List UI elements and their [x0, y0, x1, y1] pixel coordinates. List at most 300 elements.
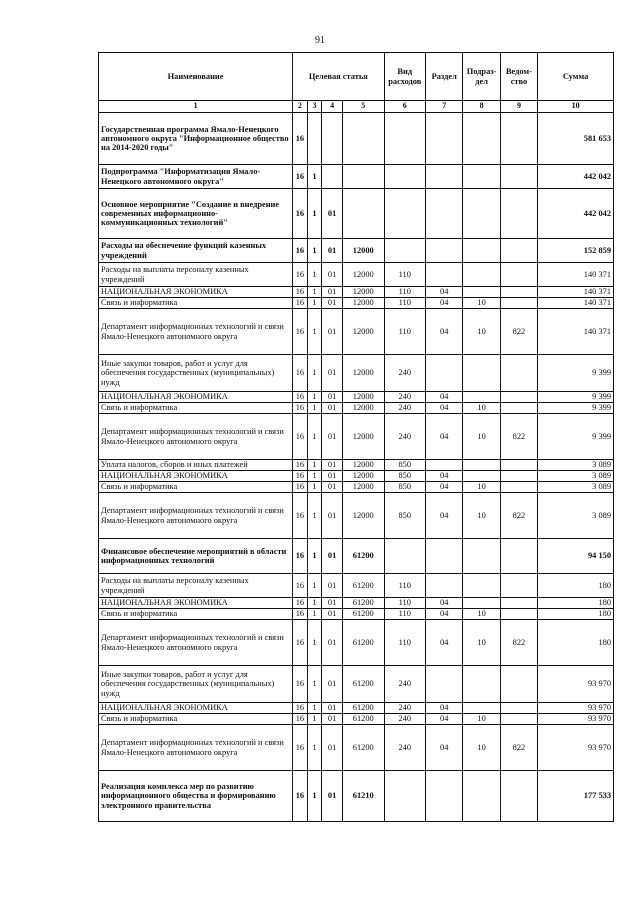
cell-program: 16: [293, 414, 308, 460]
cell-subsection: 10: [463, 493, 500, 539]
cell-expense-type: 110: [384, 263, 426, 287]
table-body: [99, 113, 614, 822]
table-row: [99, 539, 614, 574]
cell-section: 04: [426, 598, 463, 609]
cell-section: [426, 574, 463, 598]
cell-direction: 61200: [342, 574, 384, 598]
cell-amount: 581 653: [538, 113, 614, 165]
cell-amount: 3 089: [538, 482, 614, 493]
cell-section: 04: [426, 725, 463, 771]
row-name: Департамент информационных технологий и связи Ямало-Ненецкого автономного округа: [99, 414, 293, 460]
row-name: Реализация комплекса мер по развитию информационного общества и формированию электронного правительства: [99, 771, 293, 822]
cell-amount: 180: [538, 620, 614, 666]
cell-direction: 12000: [342, 287, 384, 298]
cell-subsection: [463, 263, 500, 287]
table-row: [99, 703, 614, 714]
cell-direction: 61210: [342, 771, 384, 822]
cell-department: [500, 189, 537, 239]
cell-main-activity: 01: [322, 620, 343, 666]
cell-subsection: 10: [463, 403, 500, 414]
cell-amount: 3 089: [538, 493, 614, 539]
row-name: НАЦИОНАЛЬНАЯ ЭКОНОМИКА: [99, 703, 293, 714]
row-name: Расходы на выплаты персоналу казенных учреждений: [99, 574, 293, 598]
cell-amount: 9 399: [538, 392, 614, 403]
cell-subprogram: 1: [307, 493, 322, 539]
cell-main-activity: 01: [322, 725, 343, 771]
cell-subprogram: [307, 113, 322, 165]
header-target-article: Целевая статья: [293, 53, 384, 101]
cell-subprogram: 1: [307, 460, 322, 471]
cell-amount: 152 859: [538, 239, 614, 263]
cell-subprogram: 1: [307, 263, 322, 287]
table-row: [99, 392, 614, 403]
row-name: Департамент информационных технологий и связи Ямало-Ненецкого автономного округа: [99, 493, 293, 539]
cell-subprogram: 1: [307, 703, 322, 714]
cell-department: [500, 165, 537, 189]
cell-expense-type: 240: [384, 714, 426, 725]
cell-section: 04: [426, 703, 463, 714]
cell-expense-type: [384, 539, 426, 574]
table-row: [99, 189, 614, 239]
cell-section: 04: [426, 392, 463, 403]
cell-subsection: [463, 771, 500, 822]
cell-expense-type: [384, 239, 426, 263]
column-number: 9: [500, 101, 537, 113]
cell-direction: 61200: [342, 620, 384, 666]
cell-department: 822: [500, 414, 537, 460]
cell-subprogram: 1: [307, 239, 322, 263]
column-number: 1: [99, 101, 293, 113]
cell-subsection: 10: [463, 714, 500, 725]
cell-expense-type: 850: [384, 482, 426, 493]
cell-main-activity: [322, 113, 343, 165]
cell-main-activity: 01: [322, 771, 343, 822]
column-number: 8: [463, 101, 500, 113]
cell-amount: 3 089: [538, 471, 614, 482]
cell-department: 822: [500, 309, 537, 355]
table-header-row: [99, 53, 614, 101]
cell-expense-type: 240: [384, 355, 426, 392]
cell-department: [500, 771, 537, 822]
row-name: Финансовое обеспечение мероприятий в области информационных технологий: [99, 539, 293, 574]
cell-main-activity: 01: [322, 471, 343, 482]
cell-expense-type: 240: [384, 403, 426, 414]
cell-expense-type: 110: [384, 298, 426, 309]
cell-direction: 12000: [342, 309, 384, 355]
cell-department: 822: [500, 620, 537, 666]
cell-department: [500, 714, 537, 725]
cell-program: 16: [293, 609, 308, 620]
cell-main-activity: 01: [322, 666, 343, 703]
column-number: 4: [322, 101, 343, 113]
cell-direction: 61200: [342, 666, 384, 703]
cell-section: [426, 113, 463, 165]
header-expense-type: Вид расходов: [384, 53, 426, 101]
cell-department: [500, 471, 537, 482]
cell-main-activity: 01: [322, 263, 343, 287]
cell-department: [500, 460, 537, 471]
cell-direction: 12000: [342, 298, 384, 309]
cell-program: 16: [293, 714, 308, 725]
header-section: Раздел: [426, 53, 463, 101]
cell-subsection: 10: [463, 309, 500, 355]
cell-program: 16: [293, 703, 308, 714]
cell-program: 16: [293, 666, 308, 703]
cell-expense-type: 110: [384, 609, 426, 620]
table-row: [99, 287, 614, 298]
cell-direction: 61200: [342, 725, 384, 771]
cell-subsection: [463, 287, 500, 298]
cell-department: [500, 355, 537, 392]
cell-subprogram: 1: [307, 287, 322, 298]
cell-amount: 93 970: [538, 666, 614, 703]
cell-section: 04: [426, 609, 463, 620]
row-name: Расходы на обеспечение функций казенных учреждений: [99, 239, 293, 263]
cell-program: 16: [293, 287, 308, 298]
cell-program: 16: [293, 725, 308, 771]
cell-expense-type: 850: [384, 471, 426, 482]
cell-section: 04: [426, 714, 463, 725]
cell-section: 04: [426, 493, 463, 539]
cell-section: 04: [426, 287, 463, 298]
cell-subprogram: 1: [307, 471, 322, 482]
page-number: 91: [315, 35, 325, 46]
cell-department: [500, 539, 537, 574]
cell-direction: 12000: [342, 482, 384, 493]
row-name: Подпрограмма "Информатизация Ямало-Ненецкого автономного округа": [99, 165, 293, 189]
cell-program: 16: [293, 355, 308, 392]
cell-subsection: 10: [463, 482, 500, 493]
table-row: [99, 714, 614, 725]
cell-section: 04: [426, 414, 463, 460]
table-row: [99, 609, 614, 620]
table-row: [99, 239, 614, 263]
row-name: Департамент информационных технологий и связи Ямало-Ненецкого автономного округа: [99, 725, 293, 771]
cell-subprogram: 1: [307, 189, 322, 239]
row-name: Иные закупки товаров, работ и услуг для обеспечения государственных (муниципальных) нужд: [99, 666, 293, 703]
cell-program: 16: [293, 239, 308, 263]
cell-department: [500, 609, 537, 620]
row-name: Иные закупки товаров, работ и услуг для обеспечения государственных (муниципальных) нужд: [99, 355, 293, 392]
table-row: [99, 113, 614, 165]
cell-direction: 12000: [342, 471, 384, 482]
cell-expense-type: [384, 113, 426, 165]
cell-expense-type: 110: [384, 574, 426, 598]
cell-expense-type: 850: [384, 460, 426, 471]
cell-section: 04: [426, 471, 463, 482]
cell-program: 16: [293, 165, 308, 189]
cell-amount: 442 042: [538, 189, 614, 239]
table-row: [99, 298, 614, 309]
cell-direction: 12000: [342, 239, 384, 263]
cell-amount: 177 533: [538, 771, 614, 822]
cell-subsection: [463, 355, 500, 392]
table-row: [99, 460, 614, 471]
cell-section: [426, 355, 463, 392]
cell-subsection: [463, 539, 500, 574]
row-name: Департамент информационных технологий и связи Ямало-Ненецкого автономного округа: [99, 309, 293, 355]
row-name: НАЦИОНАЛЬНАЯ ЭКОНОМИКА: [99, 392, 293, 403]
cell-section: [426, 666, 463, 703]
row-name: Связь и информатика: [99, 482, 293, 493]
cell-subsection: [463, 666, 500, 703]
header-name: Наименование: [99, 53, 293, 101]
table-row: [99, 725, 614, 771]
cell-subprogram: 1: [307, 539, 322, 574]
header-department: Ведом-ство: [500, 53, 537, 101]
row-name: НАЦИОНАЛЬНАЯ ЭКОНОМИКА: [99, 471, 293, 482]
cell-expense-type: 110: [384, 309, 426, 355]
row-name: Связь и информатика: [99, 403, 293, 414]
cell-subprogram: 1: [307, 392, 322, 403]
cell-subprogram: 1: [307, 403, 322, 414]
cell-subsection: [463, 189, 500, 239]
cell-direction: 12000: [342, 263, 384, 287]
cell-subsection: [463, 598, 500, 609]
cell-subsection: [463, 703, 500, 714]
table-row: [99, 598, 614, 609]
cell-program: 16: [293, 574, 308, 598]
cell-department: [500, 666, 537, 703]
cell-main-activity: 01: [322, 355, 343, 392]
cell-main-activity: 01: [322, 414, 343, 460]
cell-subprogram: 1: [307, 414, 322, 460]
cell-amount: 140 371: [538, 263, 614, 287]
cell-department: [500, 403, 537, 414]
table-row: [99, 771, 614, 822]
cell-department: [500, 703, 537, 714]
cell-amount: 93 970: [538, 725, 614, 771]
cell-amount: 140 371: [538, 287, 614, 298]
cell-main-activity: 01: [322, 403, 343, 414]
cell-subprogram: 1: [307, 771, 322, 822]
cell-expense-type: [384, 189, 426, 239]
cell-department: [500, 298, 537, 309]
column-number: 3: [307, 101, 322, 113]
cell-direction: 12000: [342, 493, 384, 539]
cell-department: 822: [500, 725, 537, 771]
cell-subsection: 10: [463, 609, 500, 620]
cell-subprogram: 1: [307, 620, 322, 666]
cell-program: 16: [293, 771, 308, 822]
cell-direction: 61200: [342, 714, 384, 725]
cell-main-activity: 01: [322, 703, 343, 714]
cell-expense-type: 240: [384, 414, 426, 460]
cell-subprogram: 1: [307, 714, 322, 725]
cell-amount: 93 970: [538, 703, 614, 714]
cell-main-activity: 01: [322, 392, 343, 403]
cell-department: [500, 287, 537, 298]
cell-subsection: [463, 165, 500, 189]
cell-amount: 180: [538, 598, 614, 609]
cell-direction: 12000: [342, 414, 384, 460]
cell-subsection: [463, 574, 500, 598]
cell-direction: 12000: [342, 403, 384, 414]
header-subsection: Подраз-дел: [463, 53, 500, 101]
table-row: [99, 263, 614, 287]
table-row: [99, 471, 614, 482]
row-name: Уплата налогов, сборов и иных платежей: [99, 460, 293, 471]
cell-program: 16: [293, 403, 308, 414]
cell-section: 04: [426, 620, 463, 666]
cell-direction: 61200: [342, 539, 384, 574]
row-name: Связь и информатика: [99, 609, 293, 620]
cell-main-activity: 01: [322, 189, 343, 239]
cell-expense-type: 110: [384, 620, 426, 666]
budget-table: [98, 52, 614, 822]
cell-main-activity: 01: [322, 714, 343, 725]
cell-subprogram: 1: [307, 666, 322, 703]
cell-amount: 3 089: [538, 460, 614, 471]
cell-program: 16: [293, 471, 308, 482]
cell-program: 16: [293, 392, 308, 403]
cell-section: 04: [426, 298, 463, 309]
cell-main-activity: 01: [322, 309, 343, 355]
cell-section: 04: [426, 482, 463, 493]
cell-main-activity: 01: [322, 287, 343, 298]
cell-main-activity: 01: [322, 598, 343, 609]
cell-department: [500, 598, 537, 609]
cell-department: [500, 263, 537, 287]
header-amount: Сумма: [538, 53, 614, 101]
cell-subsection: 10: [463, 298, 500, 309]
cell-program: 16: [293, 598, 308, 609]
cell-expense-type: 240: [384, 392, 426, 403]
cell-section: [426, 165, 463, 189]
cell-main-activity: 01: [322, 298, 343, 309]
cell-subprogram: 1: [307, 482, 322, 493]
table-row: [99, 482, 614, 493]
cell-section: [426, 263, 463, 287]
cell-amount: 140 371: [538, 298, 614, 309]
table-row: [99, 620, 614, 666]
cell-direction: [342, 165, 384, 189]
cell-department: [500, 482, 537, 493]
table-row: [99, 403, 614, 414]
cell-department: [500, 574, 537, 598]
cell-amount: 9 399: [538, 403, 614, 414]
cell-subsection: [463, 460, 500, 471]
cell-program: 16: [293, 113, 308, 165]
cell-expense-type: 240: [384, 703, 426, 714]
cell-subprogram: 1: [307, 298, 322, 309]
cell-expense-type: [384, 771, 426, 822]
cell-expense-type: [384, 165, 426, 189]
cell-section: [426, 539, 463, 574]
column-number: 6: [384, 101, 426, 113]
table-row: [99, 574, 614, 598]
column-number: 10: [538, 101, 614, 113]
cell-direction: 61200: [342, 598, 384, 609]
cell-main-activity: 01: [322, 482, 343, 493]
cell-subprogram: 1: [307, 355, 322, 392]
cell-section: 04: [426, 403, 463, 414]
cell-program: 16: [293, 460, 308, 471]
cell-expense-type: 240: [384, 725, 426, 771]
cell-direction: 12000: [342, 460, 384, 471]
cell-section: [426, 239, 463, 263]
cell-subsection: 10: [463, 620, 500, 666]
table-row: [99, 165, 614, 189]
cell-subprogram: 1: [307, 574, 322, 598]
table-row: [99, 666, 614, 703]
cell-program: 16: [293, 263, 308, 287]
column-number-row: [99, 101, 614, 113]
cell-section: [426, 771, 463, 822]
cell-subprogram: 1: [307, 165, 322, 189]
row-name: Связь и информатика: [99, 298, 293, 309]
cell-amount: 140 371: [538, 309, 614, 355]
cell-direction: 12000: [342, 355, 384, 392]
row-name: Расходы на выплаты персоналу казенных учреждений: [99, 263, 293, 287]
cell-department: [500, 392, 537, 403]
cell-direction: 61200: [342, 703, 384, 714]
cell-expense-type: 240: [384, 666, 426, 703]
cell-program: 16: [293, 189, 308, 239]
row-name: Государственная программа Ямало-Ненецкого автономного округа "Информационное общество на 2014-2020 годы": [99, 113, 293, 165]
cell-program: 16: [293, 309, 308, 355]
table-row: [99, 309, 614, 355]
row-name: Основное мероприятие "Создание и внедрение современных информационно-коммуникационных технологий": [99, 189, 293, 239]
row-name: НАЦИОНАЛЬНАЯ ЭКОНОМИКА: [99, 287, 293, 298]
cell-main-activity: [322, 165, 343, 189]
cell-direction: [342, 113, 384, 165]
cell-amount: 180: [538, 574, 614, 598]
cell-amount: 93 970: [538, 714, 614, 725]
cell-subprogram: 1: [307, 725, 322, 771]
cell-program: 16: [293, 620, 308, 666]
cell-department: [500, 113, 537, 165]
cell-subprogram: 1: [307, 609, 322, 620]
cell-amount: 9 399: [538, 355, 614, 392]
table-row: [99, 493, 614, 539]
cell-department: [500, 239, 537, 263]
cell-section: [426, 460, 463, 471]
cell-program: 16: [293, 539, 308, 574]
column-number: 2: [293, 101, 308, 113]
cell-subsection: [463, 471, 500, 482]
cell-subsection: 10: [463, 414, 500, 460]
cell-amount: 442 042: [538, 165, 614, 189]
cell-department: 822: [500, 493, 537, 539]
cell-main-activity: 01: [322, 493, 343, 539]
cell-subsection: [463, 392, 500, 403]
cell-main-activity: 01: [322, 460, 343, 471]
cell-expense-type: 110: [384, 598, 426, 609]
cell-subsection: [463, 113, 500, 165]
table-row: [99, 414, 614, 460]
row-name: Департамент информационных технологий и связи Ямало-Ненецкого автономного округа: [99, 620, 293, 666]
cell-main-activity: 01: [322, 609, 343, 620]
cell-subprogram: 1: [307, 598, 322, 609]
cell-main-activity: 01: [322, 239, 343, 263]
cell-subsection: 10: [463, 725, 500, 771]
cell-section: 04: [426, 309, 463, 355]
cell-direction: 61200: [342, 609, 384, 620]
cell-amount: 180: [538, 609, 614, 620]
row-name: НАЦИОНАЛЬНАЯ ЭКОНОМИКА: [99, 598, 293, 609]
cell-program: 16: [293, 493, 308, 539]
cell-section: [426, 189, 463, 239]
cell-direction: [342, 189, 384, 239]
cell-expense-type: 110: [384, 287, 426, 298]
cell-amount: 94 150: [538, 539, 614, 574]
table-row: [99, 355, 614, 392]
cell-main-activity: 01: [322, 539, 343, 574]
cell-program: 16: [293, 298, 308, 309]
cell-subprogram: 1: [307, 309, 322, 355]
cell-amount: 9 399: [538, 414, 614, 460]
